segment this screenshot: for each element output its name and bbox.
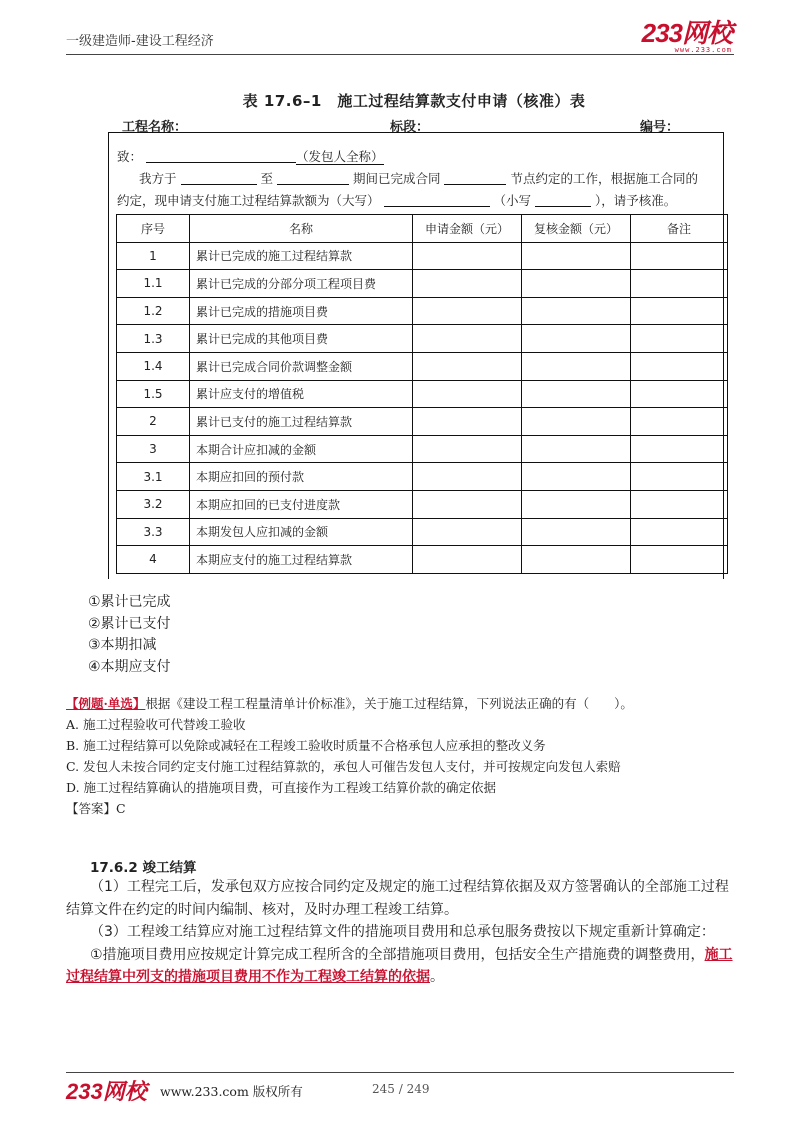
section-body	[66, 876, 736, 989]
remark-cell	[631, 380, 728, 408]
row-number: 2	[117, 408, 190, 436]
col-header: 备注	[631, 215, 728, 243]
row-name: 本期应扣回的预付款	[190, 463, 413, 491]
logo-text: 233网校	[641, 18, 732, 48]
table-row	[117, 435, 728, 463]
applied-amount-cell	[413, 297, 522, 325]
table-row	[117, 518, 728, 546]
row-number: 1.5	[117, 380, 190, 408]
row-number: 1.2	[117, 297, 190, 325]
applied-amount-cell	[413, 380, 522, 408]
row-name: 本期发包人应扣减的金额	[190, 518, 413, 546]
reviewed-amount-cell	[522, 518, 631, 546]
note-item: ②累计已支付	[88, 615, 171, 632]
row-name: 本期应支付的施工过程结算款	[190, 546, 413, 574]
table-row	[117, 297, 728, 325]
applied-amount-cell	[413, 242, 522, 270]
paragraph: （1）工程完工后，发承包双方应按合同约定及规定的施工过程结算依据及双方签署确认的全部施工过程结算文件在约定的时间内编制、核对，及时办理工程竣工结算。	[66, 879, 729, 918]
paragraph: （3）工程竣工结算应对施工过程结算文件的措施项目费用和总承包服务费按以下规定重新计算确定：	[90, 924, 715, 940]
row-number: 3	[117, 435, 190, 463]
col-header: 复核金额（元）	[522, 215, 631, 243]
header-title: 一级建造师-建设工程经济	[66, 34, 214, 49]
option-c: C. 发包人未按合同约定支付施工过程结算款的，承包人可催告发包人支付，并可按规定向发包人索赔	[66, 759, 621, 774]
answer: 【答案】C	[66, 801, 126, 816]
logo-url: www.233.com	[674, 46, 732, 54]
line1-c: 期间已完成合同	[352, 171, 441, 186]
reviewed-amount-cell	[522, 380, 631, 408]
table-row	[117, 490, 728, 518]
remark-cell	[631, 490, 728, 518]
row-number: 3.3	[117, 518, 190, 546]
option-a: A. 施工过程验收可代替竣工验收	[66, 717, 246, 732]
row-name: 本期应扣回的已支付进度款	[190, 490, 413, 518]
note-item: ①累计已完成	[88, 594, 171, 610]
table-row	[117, 325, 728, 353]
applied-amount-cell	[413, 408, 522, 436]
line2-b: （小写	[493, 193, 531, 208]
table-row	[117, 242, 728, 270]
remark-cell	[631, 408, 728, 436]
notes-list	[88, 592, 171, 678]
brand-logo[interactable]	[642, 20, 732, 54]
table-header-row	[117, 215, 728, 243]
applied-amount-cell	[413, 325, 522, 353]
row-name: 累计已完成的其他项目费	[190, 325, 413, 353]
row-number: 3.1	[117, 463, 190, 491]
col-header: 名称	[190, 215, 413, 243]
reviewed-amount-cell	[522, 352, 631, 380]
to-label: 致：	[117, 149, 143, 164]
row-number: 4	[117, 546, 190, 574]
applied-amount-cell	[413, 435, 522, 463]
remark-cell	[631, 270, 728, 298]
line2-c: ），请予核准。	[594, 193, 677, 208]
applied-amount-cell	[413, 352, 522, 380]
reviewed-amount-cell	[522, 297, 631, 325]
remark-cell	[631, 435, 728, 463]
section-label: 标段：	[390, 120, 430, 135]
remark-cell	[631, 242, 728, 270]
note-item: ④本期应支付	[88, 658, 171, 675]
section-heading: 17.6.2 竣工结算	[90, 860, 197, 876]
applied-amount-cell	[413, 490, 522, 518]
table-row	[117, 463, 728, 491]
reviewed-amount-cell	[522, 435, 631, 463]
applied-amount-cell	[413, 270, 522, 298]
example-tag: 【例题·单选】	[66, 696, 146, 711]
paragraph	[66, 944, 736, 989]
to-value: （发包人全称）	[296, 149, 384, 164]
reviewed-amount-cell	[522, 408, 631, 436]
row-name: 累计已完成的分部分项工程项目费	[190, 270, 413, 298]
page-number: 245 / 249	[372, 1082, 430, 1096]
footer-logo[interactable]: 233网校	[66, 1079, 147, 1104]
line2-a: 约定，现申请支付施工过程结算款额为（大写）	[117, 193, 380, 208]
row-name: 累计已完成的施工过程结算款	[190, 242, 413, 270]
row-number: 1.3	[117, 325, 190, 353]
table-row	[117, 352, 728, 380]
footer-divider	[66, 1072, 734, 1073]
number-label: 编号：	[640, 120, 680, 135]
remark-cell	[631, 463, 728, 491]
paragraph-end: 。	[430, 969, 444, 985]
line1-d: 节点约定的工作，根据施工合同的	[510, 171, 698, 186]
remark-cell	[631, 297, 728, 325]
footer-site: www.233.com 版权所有	[160, 1084, 303, 1099]
remark-cell	[631, 325, 728, 353]
col-header: 申请金额（元）	[413, 215, 522, 243]
remark-cell	[631, 546, 728, 574]
highlight-text: 施工过程结算中列支的措施项目费用不作为工程竣工结算的依据	[66, 946, 733, 985]
option-b: B. 施工过程结算可以免除或减轻在工程竣工验收时质量不合格承包人应承担的整改义务	[66, 738, 546, 753]
example-question	[66, 693, 736, 819]
row-name: 累计已支付的施工过程结算款	[190, 408, 413, 436]
row-name: 累计已完成合同价款调整金额	[190, 352, 413, 380]
row-name: 累计应支付的增值税	[190, 380, 413, 408]
remark-cell	[631, 352, 728, 380]
form-title: 表 17.6–1 施工过程结算款支付申请（核准）表	[242, 92, 586, 110]
reviewed-amount-cell	[522, 325, 631, 353]
reviewed-amount-cell	[522, 270, 631, 298]
row-number: 1.4	[117, 352, 190, 380]
question-text: 根据《建设工程工程量清单计价标准》，关于施工过程结算，下列说法正确的有（ ）。	[145, 696, 633, 711]
remark-cell	[631, 518, 728, 546]
applied-amount-cell	[413, 546, 522, 574]
project-label: 工程名称：	[122, 120, 188, 135]
row-number: 1	[117, 242, 190, 270]
row-name: 本期合计应扣减的金额	[190, 435, 413, 463]
note-item: ③本期扣减	[88, 637, 157, 653]
col-header: 序号	[117, 215, 190, 243]
table-row	[117, 270, 728, 298]
applied-amount-cell	[413, 518, 522, 546]
reviewed-amount-cell	[522, 463, 631, 491]
header-divider	[66, 54, 734, 55]
line1-a: 我方于	[139, 171, 177, 186]
reviewed-amount-cell	[522, 546, 631, 574]
row-name: 累计已完成的措施项目费	[190, 297, 413, 325]
table-row	[117, 408, 728, 436]
paragraph-text: ①措施项目费用应按规定计算完成工程所含的全部措施项目费用，包括安全生产措施费的调整费用，	[90, 946, 705, 963]
row-number: 1.1	[117, 270, 190, 298]
table-row	[117, 380, 728, 408]
option-d: D. 施工过程结算确认的措施项目费，可直接作为工程竣工结算价款的确定依据	[66, 780, 497, 795]
line1-b: 至	[260, 171, 273, 186]
form-scan	[100, 84, 728, 578]
applied-amount-cell	[413, 463, 522, 491]
payment-table	[116, 214, 728, 574]
table-row	[117, 546, 728, 574]
reviewed-amount-cell	[522, 242, 631, 270]
reviewed-amount-cell	[522, 490, 631, 518]
row-number: 3.2	[117, 490, 190, 518]
